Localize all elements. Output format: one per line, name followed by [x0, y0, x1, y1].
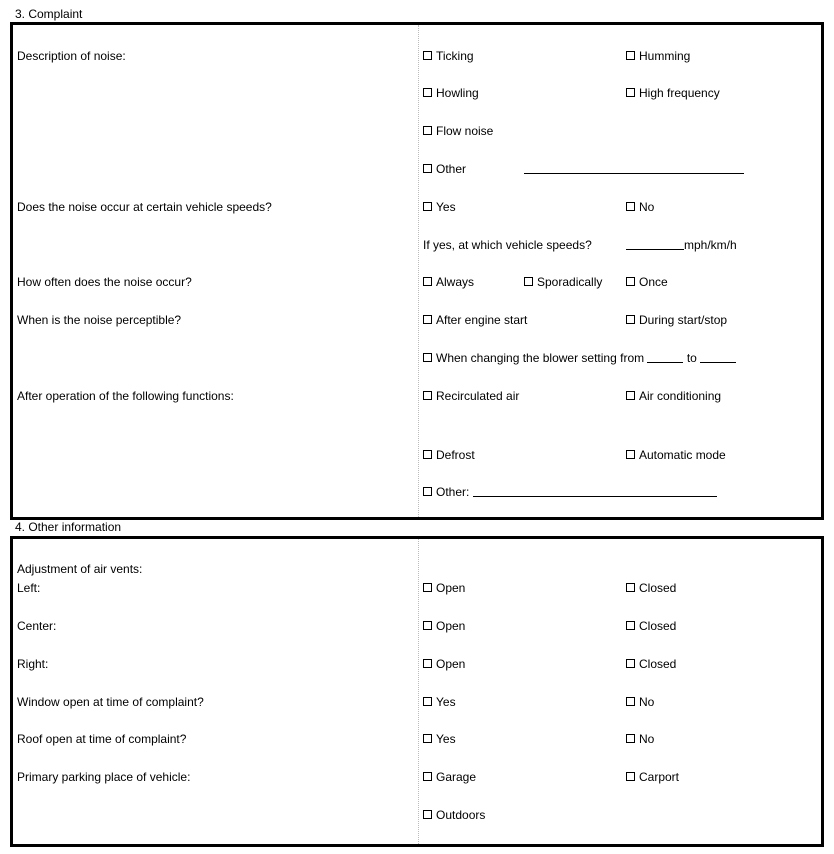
checkbox-icon — [423, 621, 432, 630]
checkbox-label: Air conditioning — [639, 389, 722, 403]
checkbox-icon — [626, 391, 635, 400]
checkbox-label: Other — [436, 162, 467, 176]
question-air-vents: Adjustment of air vents: — [17, 562, 143, 576]
question-how-often: How often does the noise occur? — [17, 275, 192, 289]
blower-from-field[interactable] — [647, 351, 683, 363]
checkbox-speeds-yes[interactable] — [423, 200, 456, 214]
checkbox-right-closed[interactable] — [626, 657, 676, 671]
checkbox-icon — [423, 450, 432, 459]
checkbox-after-engine-start[interactable] — [423, 313, 527, 327]
checkbox-label: Other: — [436, 485, 470, 499]
checkbox-icon — [626, 697, 635, 706]
question-vehicle-speeds: Does the noise occur at certain vehicle speeds? — [17, 200, 272, 214]
checkbox-garage[interactable] — [423, 770, 476, 784]
checkbox-icon — [626, 315, 635, 324]
checkbox-icon — [423, 772, 432, 781]
speeds-prompt: If yes, at which vehicle speeds? — [423, 238, 592, 252]
checkbox-label: Flow noise — [436, 124, 494, 138]
checkbox-icon — [626, 772, 635, 781]
checkbox-outdoors[interactable] — [423, 808, 485, 822]
checkbox-label: Open — [436, 657, 466, 671]
checkbox-icon — [626, 51, 635, 60]
checkbox-right-open[interactable] — [423, 657, 465, 671]
checkbox-label: After engine start — [436, 313, 528, 327]
checkbox-icon — [626, 277, 635, 286]
checkbox-label: Once — [639, 275, 668, 289]
checkbox-label: Carport — [639, 770, 680, 784]
section-title-other-information: 4. Other information — [15, 520, 122, 534]
checkbox-icon — [423, 353, 432, 362]
checkbox-icon — [423, 315, 432, 324]
checkbox-icon — [626, 88, 635, 97]
checkbox-left-closed[interactable] — [626, 581, 676, 595]
question-perceptible: When is the noise perceptible? — [17, 313, 182, 327]
checkbox-icon — [524, 277, 533, 286]
complaint-box — [10, 22, 824, 520]
checkbox-label: Open — [436, 619, 466, 633]
checkbox-carport[interactable] — [626, 770, 679, 784]
checkbox-label: Humming — [639, 49, 691, 63]
checkbox-air-conditioning[interactable] — [626, 389, 721, 403]
checkbox-label: Howling — [436, 86, 479, 100]
checkbox-always[interactable] — [423, 275, 474, 289]
label-vent-center: Center: — [17, 619, 57, 633]
checkbox-icon — [423, 583, 432, 592]
checkbox-label: Outdoors — [436, 808, 486, 822]
question-parking-place: Primary parking place of vehicle: — [17, 770, 191, 784]
checkbox-label: No — [639, 695, 655, 709]
checkbox-label: Recirculated air — [436, 389, 520, 403]
column-divider — [418, 539, 419, 844]
checkbox-window-no[interactable] — [626, 695, 654, 709]
checkbox-label: No — [639, 732, 655, 746]
checkbox-icon — [423, 810, 432, 819]
checkbox-label: Closed — [639, 581, 677, 595]
checkbox-label: When changing the blower setting from — [436, 351, 645, 365]
checkbox-defrost[interactable] — [423, 448, 475, 462]
label-vent-left: Left: — [17, 581, 41, 595]
checkbox-icon — [626, 202, 635, 211]
checkbox-center-open[interactable] — [423, 619, 465, 633]
checkbox-blower-setting[interactable] — [423, 351, 736, 365]
checkbox-label: Open — [436, 581, 466, 595]
checkbox-roof-no[interactable] — [626, 732, 654, 746]
label-vent-right: Right: — [17, 657, 49, 671]
checkbox-label: Yes — [436, 695, 456, 709]
other-information-box — [10, 536, 824, 847]
checkbox-icon — [626, 621, 635, 630]
checkbox-icon — [423, 51, 432, 60]
checkbox-center-closed[interactable] — [626, 619, 676, 633]
speeds-field[interactable] — [626, 238, 737, 252]
speeds-unit: mph/km/h — [684, 238, 737, 252]
checkbox-icon — [423, 734, 432, 743]
checkbox-sporadically[interactable] — [524, 275, 602, 289]
checkbox-icon — [423, 277, 432, 286]
other-function-field[interactable] — [473, 485, 717, 497]
checkbox-label: Automatic mode — [639, 448, 726, 462]
checkbox-high-frequency[interactable] — [626, 86, 720, 100]
checkbox-label: Ticking — [436, 49, 474, 63]
question-window-open: Window open at time of complaint? — [17, 695, 204, 709]
column-divider — [418, 25, 419, 517]
question-description-of-noise: Description of noise: — [17, 49, 126, 63]
checkbox-label: Garage — [436, 770, 477, 784]
checkbox-icon — [423, 164, 432, 173]
checkbox-ticking[interactable] — [423, 49, 474, 63]
section-title-complaint: 3. Complaint — [15, 7, 83, 21]
checkbox-humming[interactable] — [626, 49, 690, 63]
checkbox-label: Always — [436, 275, 475, 289]
checkbox-label: Closed — [639, 657, 677, 671]
checkbox-roof-yes[interactable] — [423, 732, 456, 746]
question-roof-open: Roof open at time of complaint? — [17, 732, 187, 746]
checkbox-icon — [423, 697, 432, 706]
checkbox-icon — [626, 734, 635, 743]
checkbox-other-function[interactable] — [423, 485, 717, 499]
checkbox-icon — [626, 583, 635, 592]
checkbox-left-open[interactable] — [423, 581, 465, 595]
checkbox-icon — [423, 88, 432, 97]
checkbox-label: No — [639, 200, 655, 214]
checkbox-howling[interactable] — [423, 86, 479, 100]
blower-to-label: to — [686, 351, 697, 365]
checkbox-icon — [626, 659, 635, 668]
checkbox-label: Yes — [436, 200, 456, 214]
checkbox-icon — [423, 487, 432, 496]
blower-to-field[interactable] — [700, 351, 736, 363]
checkbox-once[interactable] — [626, 275, 668, 289]
other-noise-field[interactable] — [524, 162, 744, 176]
checkbox-icon — [626, 450, 635, 459]
question-functions: After operation of the following functions: — [17, 389, 234, 403]
checkbox-icon — [423, 391, 432, 400]
checkbox-label: High frequency — [639, 86, 720, 100]
checkbox-other-noise[interactable] — [423, 162, 466, 176]
checkbox-label: Yes — [436, 732, 456, 746]
checkbox-window-yes[interactable] — [423, 695, 456, 709]
checkbox-automatic-mode[interactable] — [626, 448, 726, 462]
checkbox-recirculated-air[interactable] — [423, 389, 519, 403]
checkbox-icon — [423, 126, 432, 135]
checkbox-label: Defrost — [436, 448, 475, 462]
checkbox-label: During start/stop — [639, 313, 728, 327]
checkbox-icon — [423, 659, 432, 668]
checkbox-label: Sporadically — [537, 275, 603, 289]
checkbox-speeds-no[interactable] — [626, 200, 654, 214]
checkbox-during-start-stop[interactable] — [626, 313, 727, 327]
checkbox-label: Closed — [639, 619, 677, 633]
checkbox-icon — [423, 202, 432, 211]
checkbox-flow-noise[interactable] — [423, 124, 493, 138]
